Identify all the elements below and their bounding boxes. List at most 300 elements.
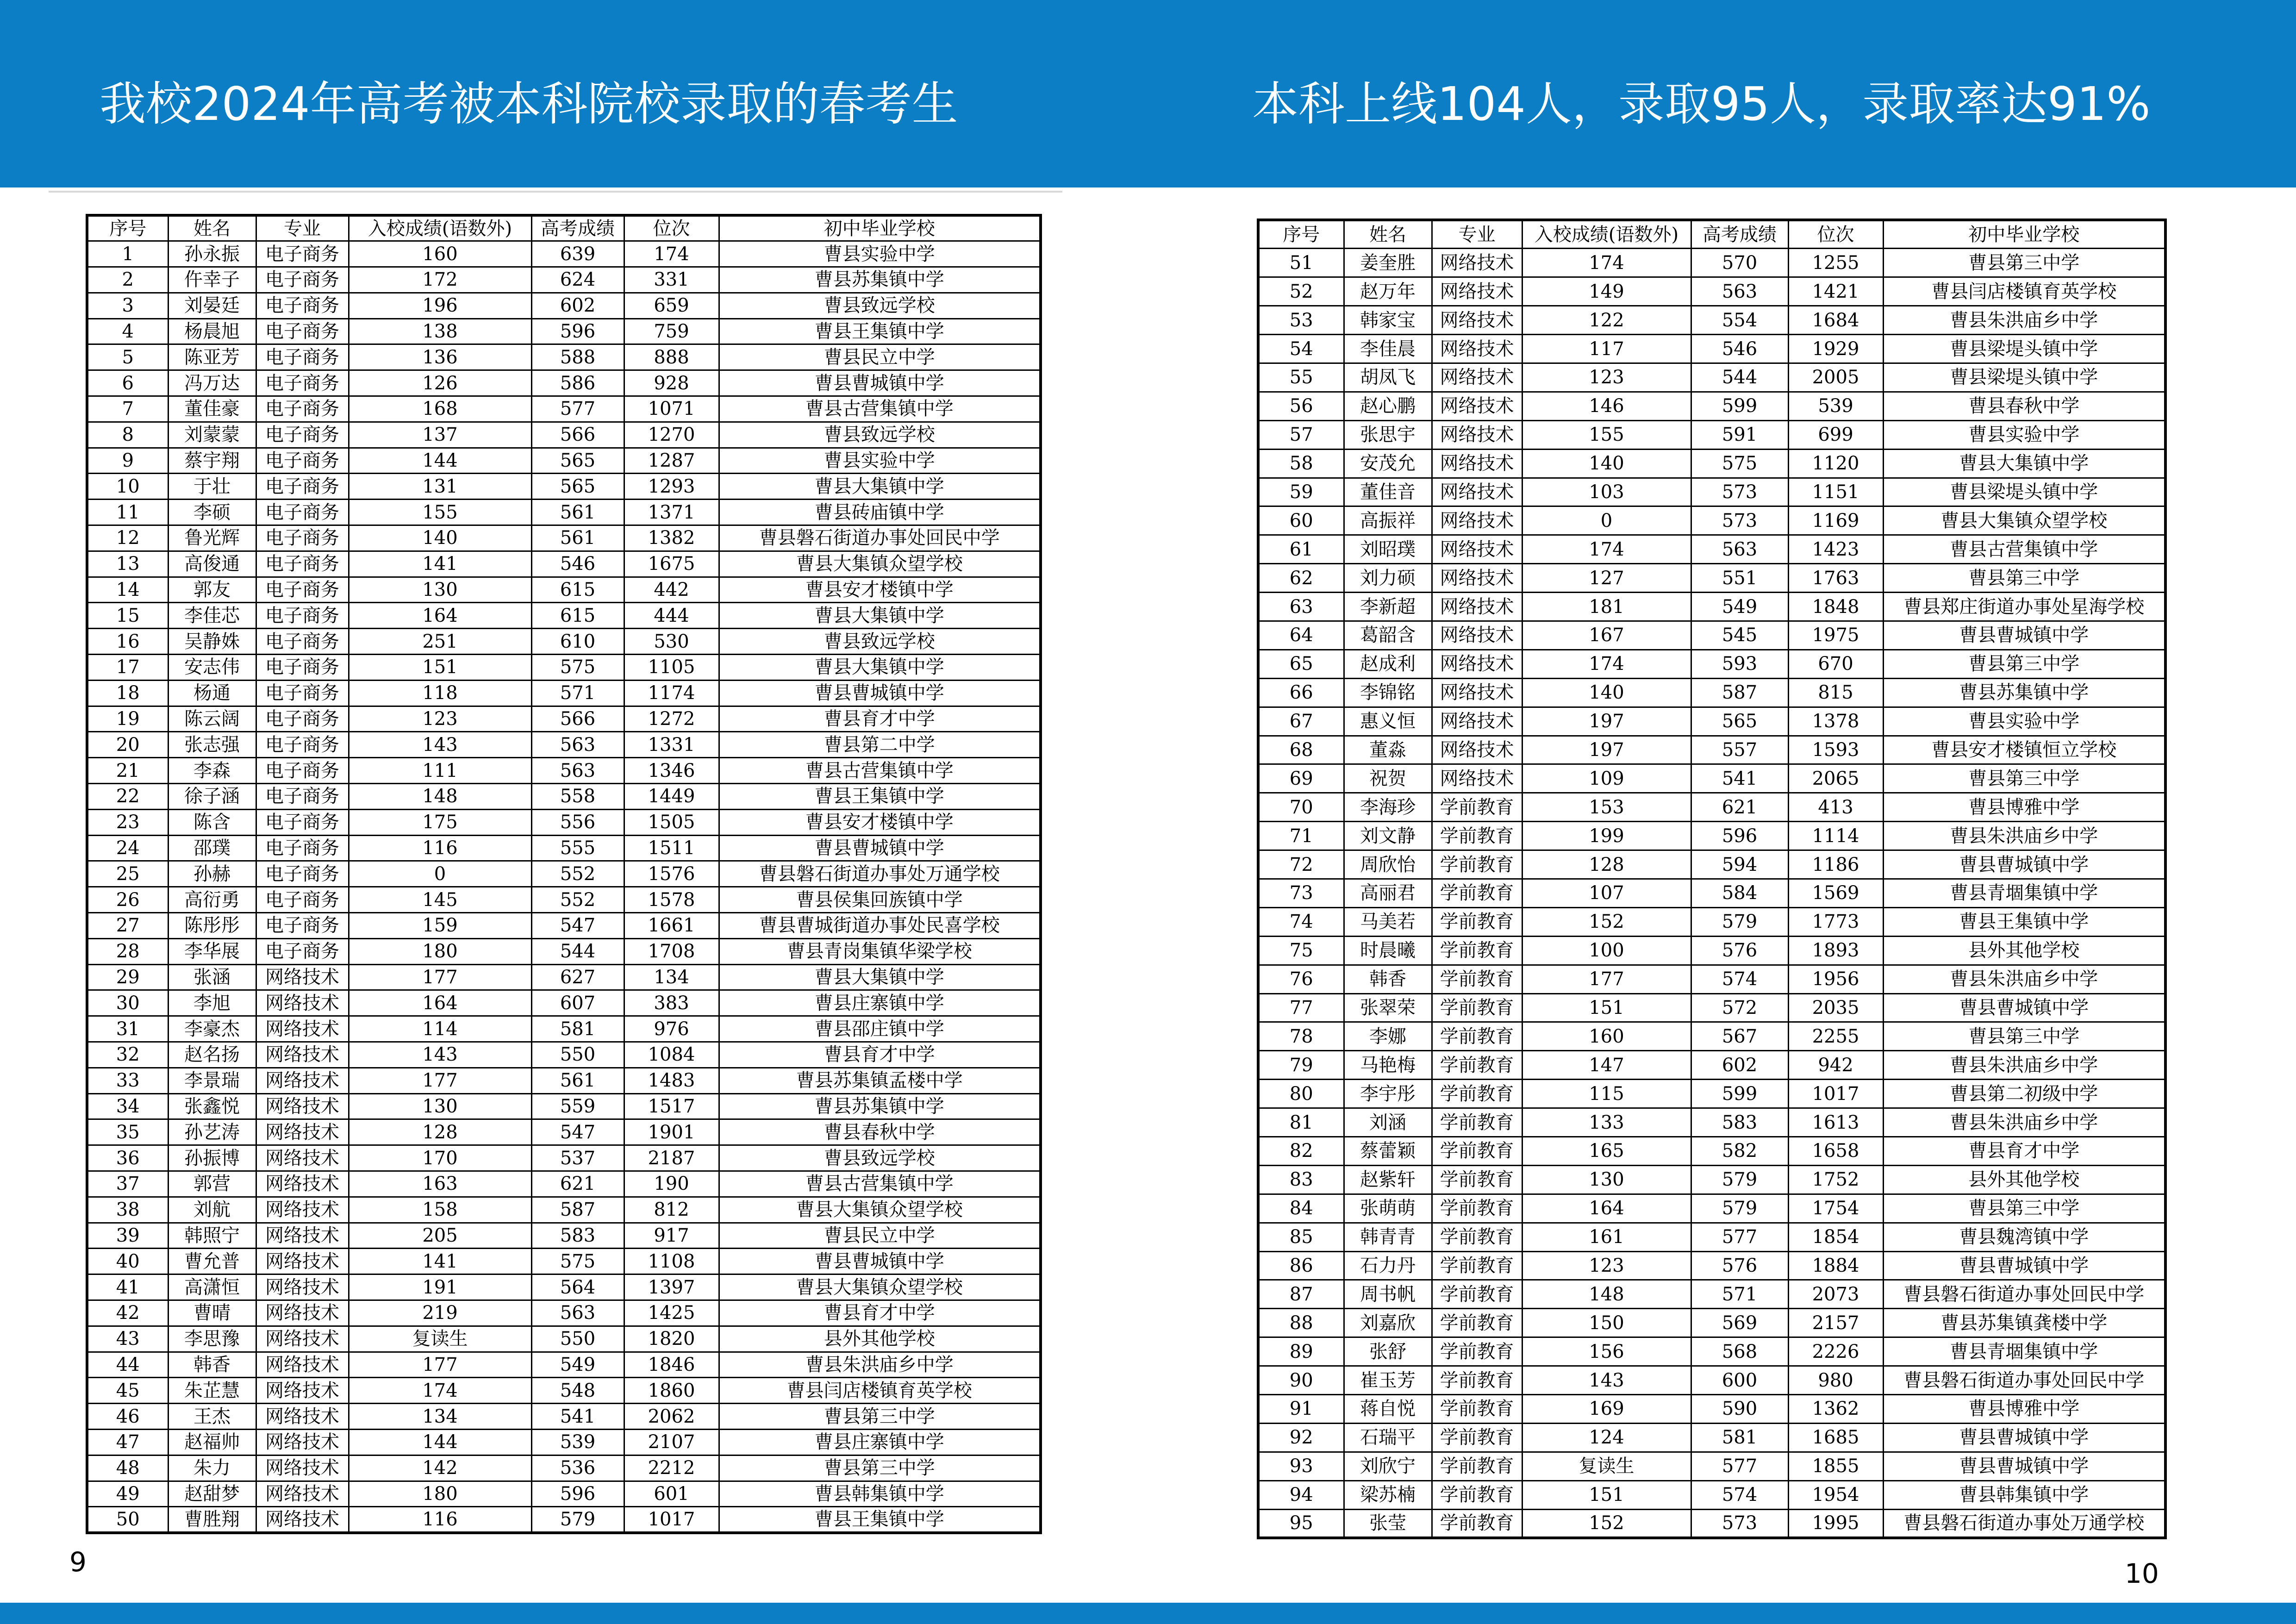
table-cell: 蒋自悦 bbox=[1344, 1395, 1432, 1424]
table-cell: 86 bbox=[1258, 1251, 1344, 1280]
table-cell: 曹县育才中学 bbox=[719, 1042, 1041, 1068]
table-cell: 曹县曹城镇中学 bbox=[719, 835, 1041, 861]
table-cell: 50 bbox=[87, 1507, 168, 1533]
table-cell: 205 bbox=[349, 1223, 531, 1249]
table-cell: 学前教育 bbox=[1432, 1194, 1522, 1223]
table-cell: 155 bbox=[1522, 420, 1691, 449]
table-cell: 83 bbox=[1258, 1165, 1344, 1194]
table-row bbox=[1258, 1509, 2165, 1538]
table-cell: 561 bbox=[531, 525, 624, 551]
table-cell: 县外其他学校 bbox=[719, 1326, 1041, 1352]
table-cell: 曹县实验中学 bbox=[719, 241, 1041, 267]
table-cell: 曹县春秋中学 bbox=[1883, 392, 2165, 420]
table-cell: 579 bbox=[1691, 1165, 1788, 1194]
table-cell: 赵心鹏 bbox=[1344, 392, 1432, 420]
table-cell: 曹县王集镇中学 bbox=[719, 784, 1041, 810]
table-cell: 曹县朱洪庙乡中学 bbox=[1883, 1108, 2165, 1137]
table-cell: 177 bbox=[349, 1352, 531, 1378]
table-cell: 曹县春秋中学 bbox=[719, 1119, 1041, 1145]
table-cell: 1675 bbox=[624, 551, 719, 577]
table-row bbox=[87, 1274, 1041, 1300]
table-cell: 148 bbox=[1522, 1280, 1691, 1309]
table-cell: 137 bbox=[349, 422, 531, 448]
table-cell: 2187 bbox=[624, 1145, 719, 1171]
table-cell: 571 bbox=[1691, 1280, 1788, 1309]
table-cell: 621 bbox=[531, 1171, 624, 1197]
table-cell: 146 bbox=[1522, 392, 1691, 420]
table-cell: 孙艺涛 bbox=[168, 1119, 256, 1145]
table-cell: 591 bbox=[1691, 420, 1788, 449]
table-cell: 174 bbox=[1522, 535, 1691, 564]
table-cell: 曹县实验中学 bbox=[719, 448, 1041, 474]
table-cell: 网络技术 bbox=[1432, 363, 1522, 392]
table-cell: 李佳晨 bbox=[1344, 335, 1432, 363]
table-cell: 网络技术 bbox=[256, 1042, 349, 1068]
table-cell: 韩香 bbox=[1344, 965, 1432, 993]
table-cell: 曹县博雅中学 bbox=[1883, 793, 2165, 822]
table-cell: 曹县大集镇中学 bbox=[1883, 449, 2165, 478]
table-cell: 143 bbox=[349, 1042, 531, 1068]
table-cell: 583 bbox=[1691, 1108, 1788, 1137]
table-cell: 2226 bbox=[1788, 1337, 1883, 1366]
table-cell: 1511 bbox=[624, 835, 719, 861]
table-cell: 曹县朱洪庙乡中学 bbox=[1883, 306, 2165, 335]
table-cell: 1421 bbox=[1788, 277, 1883, 306]
table-row bbox=[87, 577, 1041, 603]
table-cell: 61 bbox=[1258, 535, 1344, 564]
table-cell: 64 bbox=[1258, 621, 1344, 650]
table-cell: 558 bbox=[531, 784, 624, 810]
table-cell: 23 bbox=[87, 809, 168, 835]
table-cell: 27 bbox=[87, 913, 168, 939]
table-cell: 888 bbox=[624, 344, 719, 370]
table-row bbox=[1258, 1309, 2165, 1337]
table-cell: 5 bbox=[87, 344, 168, 370]
table-cell: 552 bbox=[531, 887, 624, 913]
table-cell: 180 bbox=[349, 1481, 531, 1507]
table-row bbox=[1258, 420, 2165, 449]
table-cell: 电子商务 bbox=[256, 448, 349, 474]
table-cell: 35 bbox=[87, 1119, 168, 1145]
table-cell: 网络技术 bbox=[256, 1274, 349, 1300]
table-row bbox=[87, 241, 1041, 267]
table-cell: 29 bbox=[87, 964, 168, 990]
table-cell: 网络技术 bbox=[1432, 707, 1522, 736]
column-header: 姓名 bbox=[1344, 220, 1432, 249]
table-cell: 117 bbox=[1522, 335, 1691, 363]
table-cell: 电子商务 bbox=[256, 241, 349, 267]
table-cell: 刘文静 bbox=[1344, 822, 1432, 850]
table-cell: 网络技术 bbox=[1432, 335, 1522, 363]
table-cell: 学前教育 bbox=[1432, 907, 1522, 936]
table-cell: 冯万达 bbox=[168, 370, 256, 396]
table-cell: 197 bbox=[1522, 707, 1691, 736]
table-cell: 554 bbox=[1691, 306, 1788, 335]
table-row bbox=[1258, 707, 2165, 736]
table-cell: 曹县实验中学 bbox=[1883, 420, 2165, 449]
table-cell: 588 bbox=[531, 344, 624, 370]
table-cell: 699 bbox=[1788, 420, 1883, 449]
table-row bbox=[87, 474, 1041, 500]
table-cell: 1884 bbox=[1788, 1251, 1883, 1280]
table-cell: 572 bbox=[1691, 993, 1788, 1022]
table-cell: 563 bbox=[531, 732, 624, 758]
table-cell: 38 bbox=[87, 1197, 168, 1223]
table-cell: 曹晴 bbox=[168, 1300, 256, 1326]
table-cell: 155 bbox=[349, 500, 531, 525]
table-row bbox=[87, 1300, 1041, 1326]
table-cell: 77 bbox=[1258, 993, 1344, 1022]
table-cell: 曹县曹城镇中学 bbox=[1883, 1251, 2165, 1280]
column-header: 高考成绩 bbox=[531, 215, 624, 241]
table-cell: 电子商务 bbox=[256, 835, 349, 861]
table-cell: 44 bbox=[87, 1352, 168, 1378]
table-cell: 周欣怡 bbox=[1344, 850, 1432, 879]
table-cell: 65 bbox=[1258, 650, 1344, 678]
table-cell: 网络技术 bbox=[256, 1093, 349, 1119]
table-cell: 1169 bbox=[1788, 506, 1883, 535]
table-cell: 刘力硕 bbox=[1344, 564, 1432, 593]
table-row bbox=[1258, 793, 2165, 822]
table-cell: 刘昭璞 bbox=[1344, 535, 1432, 564]
table-cell: 曹县博雅中学 bbox=[1883, 1395, 2165, 1424]
table-cell: 学前教育 bbox=[1432, 879, 1522, 907]
table-cell: 103 bbox=[1522, 478, 1691, 506]
table-cell: 590 bbox=[1691, 1395, 1788, 1424]
table-cell: 学前教育 bbox=[1432, 1051, 1522, 1080]
page-number-left: 9 bbox=[69, 1546, 87, 1578]
table-cell: 26 bbox=[87, 887, 168, 913]
table-cell: 电子商务 bbox=[256, 861, 349, 887]
table-cell: 163 bbox=[349, 1171, 531, 1197]
table-cell: 曹县朱洪庙乡中学 bbox=[1883, 965, 2165, 993]
table-cell: 李景瑞 bbox=[168, 1068, 256, 1093]
table-cell: 547 bbox=[531, 1119, 624, 1145]
table-cell: 1084 bbox=[624, 1042, 719, 1068]
table-cell: 曹县古营集镇中学 bbox=[719, 758, 1041, 784]
table-cell: 576 bbox=[1691, 1251, 1788, 1280]
table-cell: 曹县大集镇中学 bbox=[719, 964, 1041, 990]
table-cell: 惠义恒 bbox=[1344, 707, 1432, 736]
table-cell: 曹县大集镇众望学校 bbox=[1883, 506, 2165, 535]
table-cell: 网络技术 bbox=[256, 1016, 349, 1042]
table-cell: 565 bbox=[531, 474, 624, 500]
table-cell: 160 bbox=[349, 241, 531, 267]
table-cell: 张涵 bbox=[168, 964, 256, 990]
table-cell: 曹县致远学校 bbox=[719, 1145, 1041, 1171]
table-cell: 赵甜梦 bbox=[168, 1481, 256, 1507]
table-cell: 599 bbox=[1691, 1080, 1788, 1108]
table-cell: 153 bbox=[1522, 793, 1691, 822]
table-cell: 曹县第二初级中学 bbox=[1883, 1080, 2165, 1108]
table-cell: 曹县致远学校 bbox=[719, 629, 1041, 655]
table-cell: 596 bbox=[531, 319, 624, 344]
table-cell: 电子商务 bbox=[256, 758, 349, 784]
table-cell: 1017 bbox=[1788, 1080, 1883, 1108]
table-cell: 电子商务 bbox=[256, 344, 349, 370]
table-cell: 615 bbox=[531, 577, 624, 603]
table-row bbox=[1258, 335, 2165, 363]
table-cell: 575 bbox=[531, 655, 624, 681]
table-cell: 14 bbox=[87, 577, 168, 603]
table-cell: 刘航 bbox=[168, 1197, 256, 1223]
header-banner bbox=[0, 0, 2296, 187]
table-cell: 196 bbox=[349, 293, 531, 319]
table-cell: 曹县梁堤头镇中学 bbox=[1883, 478, 2165, 506]
table-cell: 葛韶含 bbox=[1344, 621, 1432, 650]
table-cell: 刘涵 bbox=[1344, 1108, 1432, 1137]
table-cell: 曹县王集镇中学 bbox=[719, 319, 1041, 344]
table-cell: 579 bbox=[1691, 907, 1788, 936]
table-row bbox=[1258, 1452, 2165, 1480]
admission-table-left bbox=[86, 214, 1042, 1534]
table-cell: 网络技术 bbox=[1432, 392, 1522, 420]
table-cell: 曹县曹城镇中学 bbox=[1883, 993, 2165, 1022]
table-cell: 曹县砖庙镇中学 bbox=[719, 500, 1041, 525]
table-cell: 1752 bbox=[1788, 1165, 1883, 1194]
table-cell: 174 bbox=[1522, 650, 1691, 678]
table-cell: 550 bbox=[531, 1042, 624, 1068]
table-cell: 85 bbox=[1258, 1223, 1344, 1251]
table-cell: 李海珍 bbox=[1344, 793, 1432, 822]
table-cell: 安茂允 bbox=[1344, 449, 1432, 478]
table-cell: 32 bbox=[87, 1042, 168, 1068]
table-cell: 140 bbox=[1522, 678, 1691, 707]
table-cell: 156 bbox=[1522, 1337, 1691, 1366]
table-cell: 128 bbox=[1522, 850, 1691, 879]
table-cell: 84 bbox=[1258, 1194, 1344, 1223]
table-cell: 43 bbox=[87, 1326, 168, 1352]
table-cell: 39 bbox=[87, 1223, 168, 1249]
table-cell: 赵福帅 bbox=[168, 1429, 256, 1455]
table-cell: 79 bbox=[1258, 1051, 1344, 1080]
table-cell: 网络技术 bbox=[256, 1352, 349, 1378]
table-cell: 赵万年 bbox=[1344, 277, 1432, 306]
table-cell: 89 bbox=[1258, 1337, 1344, 1366]
table-row bbox=[87, 758, 1041, 784]
table-cell: 74 bbox=[1258, 907, 1344, 936]
table-cell: 1860 bbox=[624, 1378, 719, 1404]
table-cell: 59 bbox=[1258, 478, 1344, 506]
table-cell: 1854 bbox=[1788, 1223, 1883, 1251]
table-cell: 95 bbox=[1258, 1509, 1344, 1538]
table-cell: 李新超 bbox=[1344, 593, 1432, 621]
table-cell: 130 bbox=[349, 1093, 531, 1119]
table-cell: 563 bbox=[531, 758, 624, 784]
table-cell: 曹县苏集镇中学 bbox=[719, 1093, 1041, 1119]
table-cell: 92 bbox=[1258, 1423, 1344, 1452]
table-cell: 曹县青岗集镇华梁学校 bbox=[719, 938, 1041, 964]
table-cell: 学前教育 bbox=[1432, 1080, 1522, 1108]
table-cell: 1684 bbox=[1788, 306, 1883, 335]
table-cell: 网络技术 bbox=[1432, 478, 1522, 506]
table-cell: 网络技术 bbox=[1432, 535, 1522, 564]
table-row bbox=[1258, 1223, 2165, 1251]
table-cell: 80 bbox=[1258, 1080, 1344, 1108]
table-cell: 张舒 bbox=[1344, 1337, 1432, 1366]
table-cell: 网络技术 bbox=[1432, 650, 1522, 678]
table-cell: 1517 bbox=[624, 1093, 719, 1119]
table-cell: 曹县梁堤头镇中学 bbox=[1883, 335, 2165, 363]
table-cell: 539 bbox=[531, 1429, 624, 1455]
table-cell: 556 bbox=[531, 809, 624, 835]
table-cell: 107 bbox=[1522, 879, 1691, 907]
table-cell: 177 bbox=[1522, 965, 1691, 993]
table-cell: 曹县古营集镇中学 bbox=[719, 396, 1041, 422]
table-cell: 575 bbox=[1691, 449, 1788, 478]
table-cell: 电子商务 bbox=[256, 293, 349, 319]
table-cell: 81 bbox=[1258, 1108, 1344, 1137]
table-cell: 581 bbox=[1691, 1423, 1788, 1452]
table-row bbox=[87, 887, 1041, 913]
table-cell: 190 bbox=[624, 1171, 719, 1197]
table-row bbox=[1258, 1395, 2165, 1424]
table-cell: 575 bbox=[531, 1249, 624, 1274]
table-cell: 1378 bbox=[1788, 707, 1883, 736]
table-cell: 高潇恒 bbox=[168, 1274, 256, 1300]
table-cell: 杨晨旭 bbox=[168, 319, 256, 344]
table-cell: 网络技术 bbox=[1432, 249, 1522, 277]
table-row bbox=[87, 448, 1041, 474]
table-cell: 李思豫 bbox=[168, 1326, 256, 1352]
table-cell: 韩家宝 bbox=[1344, 306, 1432, 335]
table-cell: 251 bbox=[349, 629, 531, 655]
table-row bbox=[1258, 1251, 2165, 1280]
table-cell: 141 bbox=[349, 1249, 531, 1274]
table-cell: 学前教育 bbox=[1432, 1452, 1522, 1480]
table-cell: 567 bbox=[1691, 1022, 1788, 1051]
table-row bbox=[1258, 277, 2165, 306]
table-cell: 536 bbox=[531, 1455, 624, 1481]
table-row bbox=[87, 732, 1041, 758]
table-cell: 152 bbox=[1522, 1509, 1691, 1538]
table-cell: 151 bbox=[1522, 1480, 1691, 1509]
table-cell: 917 bbox=[624, 1223, 719, 1249]
table-cell: 168 bbox=[349, 396, 531, 422]
table-cell: 37 bbox=[87, 1171, 168, 1197]
table-cell: 曹县大集镇众望学校 bbox=[719, 1274, 1041, 1300]
column-header: 入校成绩(语数外) bbox=[1522, 220, 1691, 249]
table-cell: 565 bbox=[531, 448, 624, 474]
table-cell: 147 bbox=[1522, 1051, 1691, 1080]
table-cell: 111 bbox=[349, 758, 531, 784]
table-cell: 网络技术 bbox=[256, 1455, 349, 1481]
table-cell: 学前教育 bbox=[1432, 1509, 1522, 1538]
table-cell: 曹县朱洪庙乡中学 bbox=[1883, 822, 2165, 850]
table-cell: 599 bbox=[1691, 392, 1788, 420]
table-row bbox=[87, 938, 1041, 964]
table-cell: 学前教育 bbox=[1432, 965, 1522, 993]
table-cell: 祝贺 bbox=[1344, 764, 1432, 793]
table-cell: 1186 bbox=[1788, 850, 1883, 879]
table-cell: 网络技术 bbox=[256, 1068, 349, 1093]
table-row bbox=[87, 551, 1041, 577]
right-title: 本科上线104人，录取95人，录取率达91% bbox=[1252, 77, 2151, 131]
table-cell: 116 bbox=[349, 835, 531, 861]
table-cell: 172 bbox=[349, 267, 531, 293]
table-cell: 曹县苏集镇龚楼中学 bbox=[1883, 1309, 2165, 1337]
table-cell: 学前教育 bbox=[1432, 1137, 1522, 1166]
table-cell: 73 bbox=[1258, 879, 1344, 907]
table-cell: 1929 bbox=[1788, 335, 1883, 363]
table-cell: 559 bbox=[531, 1093, 624, 1119]
table-row bbox=[87, 1378, 1041, 1404]
table-cell: 24 bbox=[87, 835, 168, 861]
table-cell: 李森 bbox=[168, 758, 256, 784]
table-header-row bbox=[1258, 220, 2165, 249]
table-cell: 高俊通 bbox=[168, 551, 256, 577]
table-cell: 李硕 bbox=[168, 500, 256, 525]
table-cell: 1954 bbox=[1788, 1480, 1883, 1509]
table-cell: 学前教育 bbox=[1432, 1480, 1522, 1509]
table-cell: 曹县王集镇中学 bbox=[719, 1507, 1041, 1533]
table-cell: 曹县朱洪庙乡中学 bbox=[719, 1352, 1041, 1378]
table-cell: 赵紫轩 bbox=[1344, 1165, 1432, 1194]
table-header-row bbox=[87, 215, 1041, 241]
table-cell: 1270 bbox=[624, 422, 719, 448]
table-cell: 116 bbox=[349, 1507, 531, 1533]
table-row bbox=[87, 1249, 1041, 1274]
table-cell: 电子商务 bbox=[256, 500, 349, 525]
table-cell: 980 bbox=[1788, 1366, 1883, 1395]
table-cell: 网络技术 bbox=[1432, 678, 1522, 707]
table-cell: 1613 bbox=[1788, 1108, 1883, 1137]
table-cell: 57 bbox=[1258, 420, 1344, 449]
table-row bbox=[1258, 1423, 2165, 1452]
table-cell: 张志强 bbox=[168, 732, 256, 758]
table-row bbox=[87, 1481, 1041, 1507]
table-cell: 网络技术 bbox=[256, 1481, 349, 1507]
table-cell: 180 bbox=[349, 938, 531, 964]
table-cell: 76 bbox=[1258, 965, 1344, 993]
table-cell: 573 bbox=[1691, 506, 1788, 535]
table-cell: 1995 bbox=[1788, 1509, 1883, 1538]
table-cell: 1293 bbox=[624, 474, 719, 500]
table-cell: 13 bbox=[87, 551, 168, 577]
table-cell: 曹县苏集镇中学 bbox=[1883, 678, 2165, 707]
table-row bbox=[1258, 936, 2165, 965]
table-cell: 曹县安才楼镇中学 bbox=[719, 577, 1041, 603]
table-cell: 541 bbox=[1691, 764, 1788, 793]
table-cell: 976 bbox=[624, 1016, 719, 1042]
table-cell: 1397 bbox=[624, 1274, 719, 1300]
column-header: 入校成绩(语数外) bbox=[349, 215, 531, 241]
table-cell: 20 bbox=[87, 732, 168, 758]
table-cell: 陈含 bbox=[168, 809, 256, 835]
table-cell: 1569 bbox=[1788, 879, 1883, 907]
table-cell: 曹县曹城街道办事处民喜学校 bbox=[719, 913, 1041, 939]
table-cell: 曹县青堌集镇中学 bbox=[1883, 1337, 2165, 1366]
table-cell: 曹允普 bbox=[168, 1249, 256, 1274]
table-row bbox=[1258, 1022, 2165, 1051]
table-cell: 曹县庄寨镇中学 bbox=[719, 1429, 1041, 1455]
table-cell: 593 bbox=[1691, 650, 1788, 678]
table-cell: 网络技术 bbox=[1432, 593, 1522, 621]
table-cell: 网络技术 bbox=[1432, 564, 1522, 593]
table-cell: 1893 bbox=[1788, 936, 1883, 965]
table-cell: 552 bbox=[531, 861, 624, 887]
table-cell: 573 bbox=[1691, 478, 1788, 506]
table-cell: 563 bbox=[1691, 535, 1788, 564]
table-cell: 550 bbox=[531, 1326, 624, 1352]
table-cell: 郭营 bbox=[168, 1171, 256, 1197]
table-cell: 624 bbox=[531, 267, 624, 293]
table-cell: 马艳梅 bbox=[1344, 1051, 1432, 1080]
table-row bbox=[87, 1223, 1041, 1249]
table-cell: 175 bbox=[349, 809, 531, 835]
table-cell: 电子商务 bbox=[256, 370, 349, 396]
table-cell: 网络技术 bbox=[256, 1300, 349, 1326]
